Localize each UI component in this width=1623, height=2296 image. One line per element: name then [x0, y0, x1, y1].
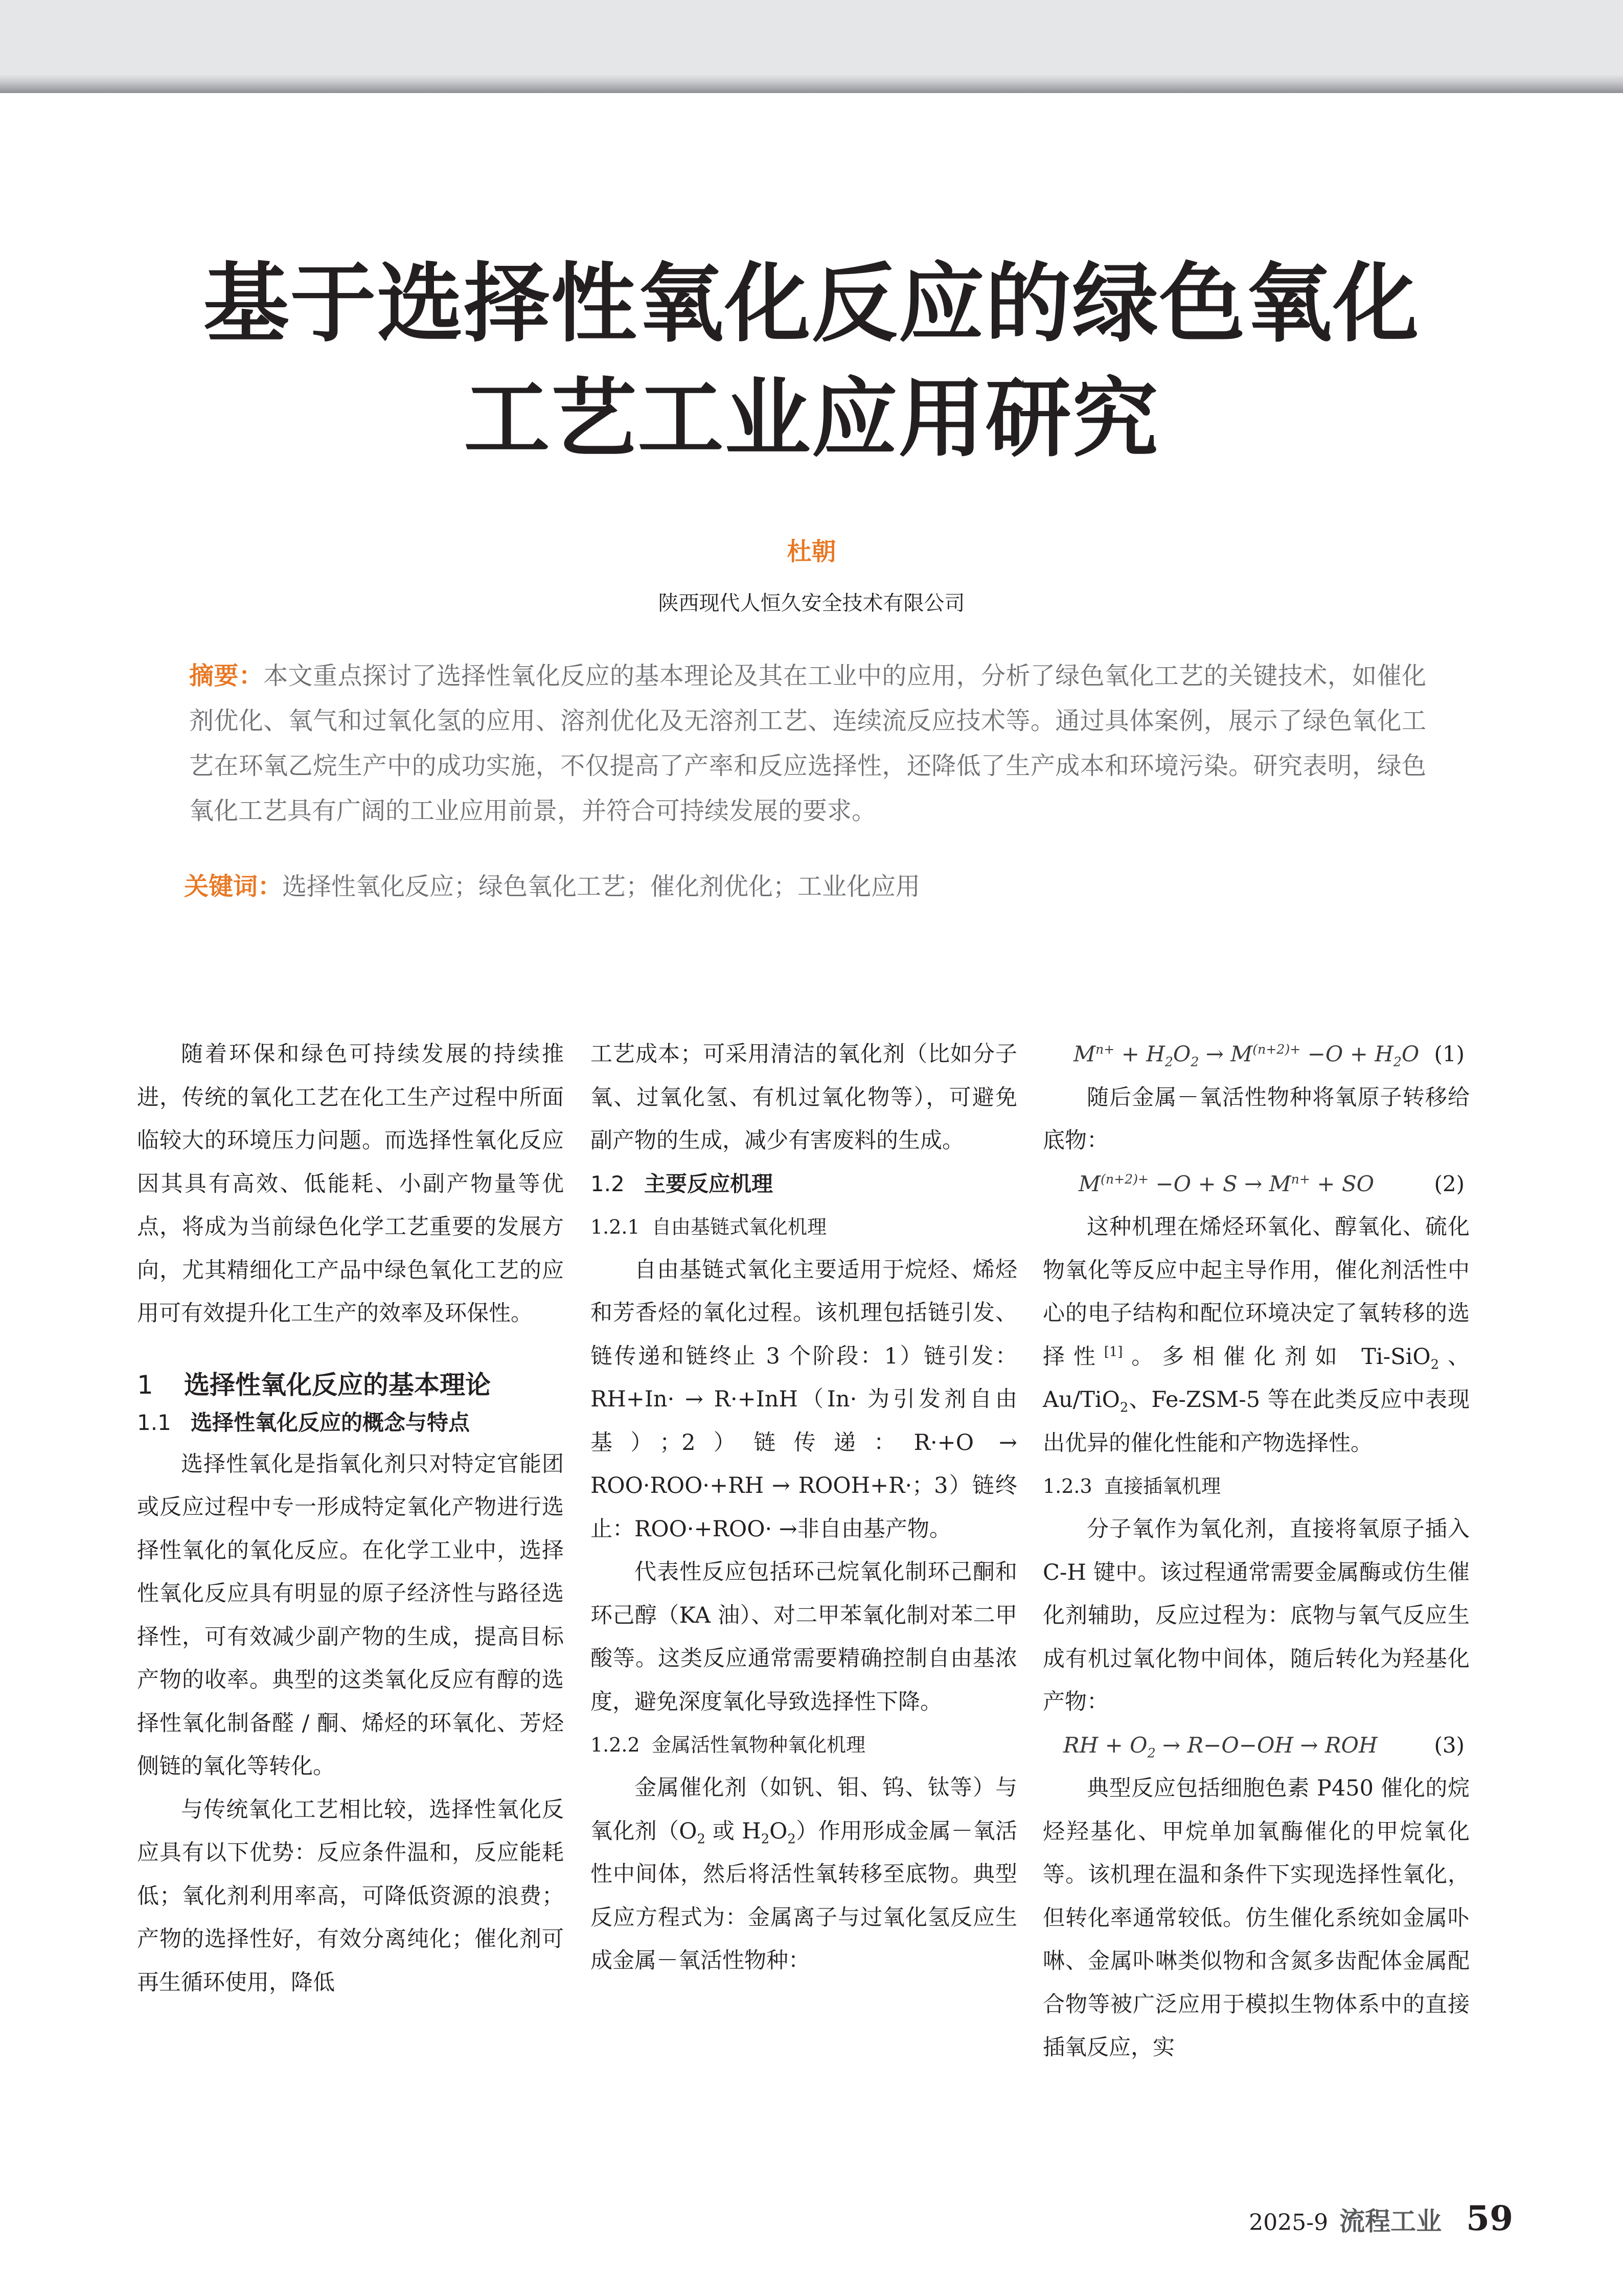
section-title: 直接插氧机理	[1104, 1475, 1221, 1497]
subscript: 2	[787, 1831, 796, 1847]
subscript: 2	[1119, 1400, 1129, 1416]
section-title: 选择性氧化反应的基本理论	[184, 1370, 491, 1400]
article-title-line-2: 工艺工业应用研究	[464, 369, 1159, 469]
section-heading-1-2-3	[1043, 1465, 1470, 1508]
section-title: 金属活性氧物种氧化机理	[652, 1734, 866, 1756]
subscript: 2	[1430, 1357, 1439, 1373]
section-title: 自由基链式氧化机理	[652, 1215, 827, 1238]
page-number: 59	[1466, 2198, 1513, 2238]
equation-expression: RH + $O_2 \to R-O-OH$ → ROH	[1063, 1732, 1378, 1760]
section-number: 1	[137, 1370, 153, 1400]
equation-3	[1043, 1724, 1470, 1767]
section-heading-1-2-2	[590, 1723, 1017, 1766]
body-column-1	[137, 1033, 564, 2004]
abstract-text: 本文重点探讨了选择性氧化反应的基本理论及其在工业中的应用，分析了绿色氧化工艺的关键技术，如催化剂优化、氧气和过氧化氢的应用、溶剂优化及无溶剂工艺、连续流反应技术等。通过具体案例，展示了绿色氧化工艺在环氧乙烷生产中的成功实施，不仅提高了产率和反应选择性，还降低了生产成本和环境污染。研究表明，绿色氧化工艺具有广阔的工业应用前景，并符合可持续发展的要求。	[189, 662, 1426, 825]
keywords	[184, 864, 1411, 909]
body-column-2	[590, 1033, 1017, 1983]
page-footer	[1249, 2198, 1513, 2238]
paragraph: 选择性氧化是指氧化剂只对特定官能团或反应过程中专一形成特定氧化产物进行选择性氧化的氧化反应。在化学工业中，选择性氧化反应具有明显的原子经济性与路径选择性，可有效减少副产物的生成，提高目标产物的收率。典型的这类氧化反应有醇的选择性氧化制备醛 / 酮、烯烃的环氧化、芳烃侧链的氧化等转化。	[137, 1451, 564, 1779]
section-title: 主要反应机理	[644, 1171, 773, 1196]
text-run: 这种机理在烯烃环氧化、醇氧化、硫化物氧化等反应中起主导作用，催化剂活性中心的电子结构和配位环境决定了氧转移的选择性	[1043, 1214, 1470, 1370]
header-band	[0, 0, 1623, 93]
abstract	[189, 653, 1426, 833]
issue-number: 2025-9	[1249, 2210, 1329, 2236]
equation-number: (2)	[1434, 1171, 1465, 1196]
author-name: 杜朝	[787, 537, 836, 566]
paragraph: 与传统氧化工艺相比较，选择性氧化反应具有以下优势：反应条件温和，反应能耗低；氧化剂利用率高，可降低资源的浪费；产物的选择性好，有效分离纯化；催化剂可再生循环使用，降低	[137, 1797, 564, 1995]
equation-expression: $M^{(n+2)+} -O + S \to M^{n+}$ + SO	[1079, 1171, 1375, 1196]
keywords-label: 关键词：	[184, 872, 283, 901]
equation-2	[1043, 1163, 1470, 1206]
paragraph: 分子氧作为氧化剂，直接将氧原子插入 C-H 键中。该过程通常需要金属酶或仿生催化剂辅助，反应过程为：底物与氧气反应生成有机过氧化物中间体，随后转化为羟基化产物：	[1043, 1516, 1470, 1715]
subscript: 2	[697, 1831, 705, 1847]
paragraph	[1043, 1206, 1470, 1465]
equation-number: (1)	[1434, 1041, 1465, 1066]
section-number: 1.2.1	[590, 1215, 640, 1238]
section-number: 1.1	[137, 1410, 171, 1435]
body-column-3	[1043, 1033, 1470, 2070]
section-number: 1.2.3	[1043, 1475, 1092, 1497]
paragraph: 自由基链式氧化主要适用于烷烃、烯烃和芳香烃的氧化过程。该机理包括链引发、链传递和链终止 3 个阶段：1）链引发：RH+In· → R·+InH（In· 为引发剂自由基）；2）链传递：R·+O → ROO·ROO·+RH → ROOH+R·；3）链终止：ROO·+ROO· →非自由基产物。	[590, 1257, 1017, 1542]
paragraph-continued: 工艺成本；可采用清洁的氧化剂（比如分子氧、过氧化氢、有机过氧化物等），可避免副产物的生成，减少有害废料的生成。	[590, 1041, 1017, 1153]
section-number: 1.2	[590, 1171, 625, 1196]
section-number: 1.2.2	[590, 1734, 640, 1756]
journal-name: 流程工业	[1339, 2206, 1442, 2236]
text-run: 。多相催化剂如 Ti-SiO	[1123, 1344, 1431, 1370]
citation-ref[interactable]: [1]	[1104, 1344, 1123, 1360]
keywords-text: 选择性氧化反应；绿色氧化工艺；催化剂优化；工业化应用	[282, 872, 921, 901]
text-run: 、Fe-ZSM-5 等在此类反应中表现出优异的催化性能和产物选择性。	[1043, 1387, 1470, 1456]
equation-number: (3)	[1434, 1732, 1465, 1758]
article-title-line-1: 基于选择性氧化反应的绿色氧化	[203, 254, 1420, 354]
section-title: 选择性氧化反应的概念与特点	[191, 1410, 470, 1435]
intro-paragraph: 随着环保和绿色可持续发展的持续推进，传统的氧化工艺在化工生产过程中所面临较大的环境压力问题。而选择性氧化反应因其具有高效、低能耗、小副产物量等优点，将成为当前绿色化学工艺重要的发展方向，尤其精细化工产品中绿色氧化工艺的应用可有效提升化工生产的效率及环保性。	[137, 1041, 564, 1326]
equation-expression: $M^{n+} + H_2O_2 \to M^{(n+2)+} -O + H_2O$	[1073, 1041, 1420, 1070]
section-heading-1-2	[590, 1163, 1017, 1206]
text-run: ）作用形成金属－氧活性中间体，然后将活性氧转移至底物。典型反应方程式为：金属离子与过氧化氢反应生成金属－氧活性物种：	[590, 1818, 1017, 1973]
author-affiliation: 陕西现代人恒久安全技术有限公司	[658, 592, 965, 615]
section-heading-1-1	[137, 1403, 564, 1443]
paragraph: 代表性反应包括环己烷氧化制环己酮和环己醇（KA 油）、对二甲苯氧化制对苯二甲酸等。这类反应通常需要精确控制自由基浓度，避免深度氧化导致选择性下降。	[590, 1559, 1017, 1715]
equation-1	[1043, 1033, 1470, 1076]
text-run: 金属催化剂（如钒、钼、钨、钛等）与氧化剂（O	[590, 1775, 1017, 1844]
section-heading-1	[137, 1367, 564, 1403]
abstract-label: 摘要：	[189, 662, 264, 690]
section-heading-1-2-1	[590, 1206, 1017, 1248]
text-run: 或 H	[705, 1818, 761, 1844]
paragraph	[590, 1766, 1017, 1983]
paragraph: 随后金属－氧活性物种将氧原子转移给底物：	[1043, 1084, 1470, 1153]
subscript: 2	[761, 1831, 770, 1847]
text-run: 、Au/TiO	[1043, 1344, 1470, 1413]
paragraph: 典型反应包括细胞色素 P450 催化的烷烃羟基化、甲烷单加氧酶催化的甲烷氧化等。该机理在温和条件下实现选择性氧化，但转化率通常较低。仿生催化系统如金属卟啉、金属卟啉类似物和含氮多齿配体金属配合物等被广泛应用于模拟生物体系中的直接插氧反应，实	[1043, 1776, 1470, 2060]
text-run: O	[769, 1818, 788, 1844]
